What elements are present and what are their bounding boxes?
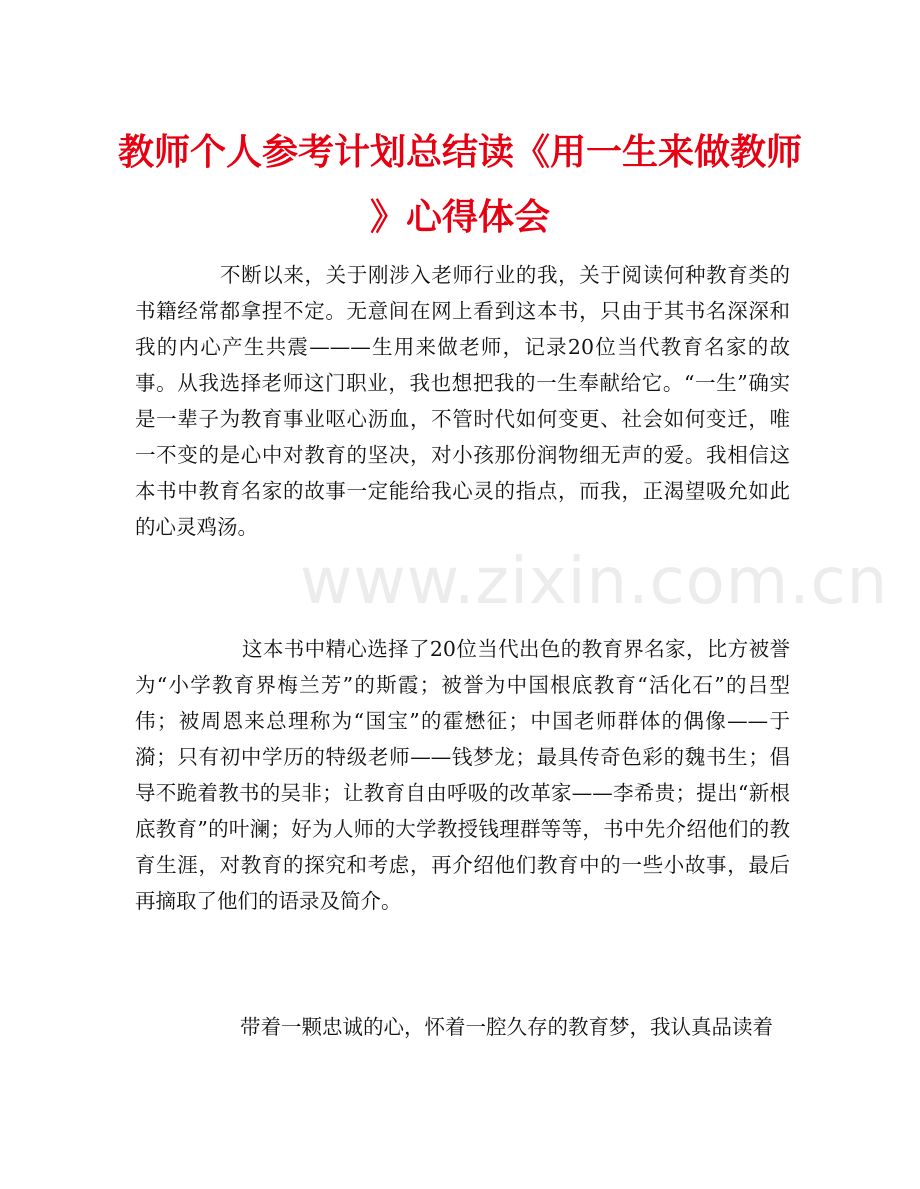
watermark: www.zixin.com.cn <box>300 545 889 619</box>
body-paragraph-2: 这本书中精心选择了20位当代出色的教育界名家，比方被誉为“小学教育界梅兰芳”的斯霞；被誉为中国根底教育“活化石”的吕型伟；被周恩来总理称为“国宝”的霍懋征；中国老师群体的偶像——于漪；只有初中学历的特级老师——钱梦龙；最具传奇色彩的魏书生；倡导不跪着教书的吴非；让教育自由呼吸的改革家——李希贵；提出“新根底教育”的叶澜；好为人师的大学教授钱理群等等，书中先介绍他们的教育生涯，对教育的探究和考虑，再介绍他们教育中的一些小故事，最后再摘取了他们的语录及简介。 <box>135 637 790 913</box>
body-paragraph-3: 带着一颗忠诚的心，怀着一腔久存的教育梦，我认真品读着 <box>240 1015 773 1039</box>
document-title-line-2: 》心得体会 <box>369 197 550 238</box>
body-paragraph-1: 不断以来，关于刚涉入老师行业的我，关于阅读何种教育类的书籍经常都拿捏不定。无意间在网上看到这本书，只由于其书名深深和我的内心产生共震———生用来做老师，记录20位当代教育名家的故事。从我选择老师这门职业，我也想把我的一生奉献给它。“一生”确实是一辈子为教育事业呕心沥血，不管时代如何变更、社会如何变迁，唯一不变的是心中对教育的坚决，对小孩那份润物细无声的爱。我相信这本书中教育名家的故事一定能给我心灵的指点，而我，正渴望吸允如此的心灵鸡汤。 <box>135 263 790 539</box>
document-title-line-1: 教师个人参考计划总结读《用一生来做教师 <box>117 132 802 173</box>
